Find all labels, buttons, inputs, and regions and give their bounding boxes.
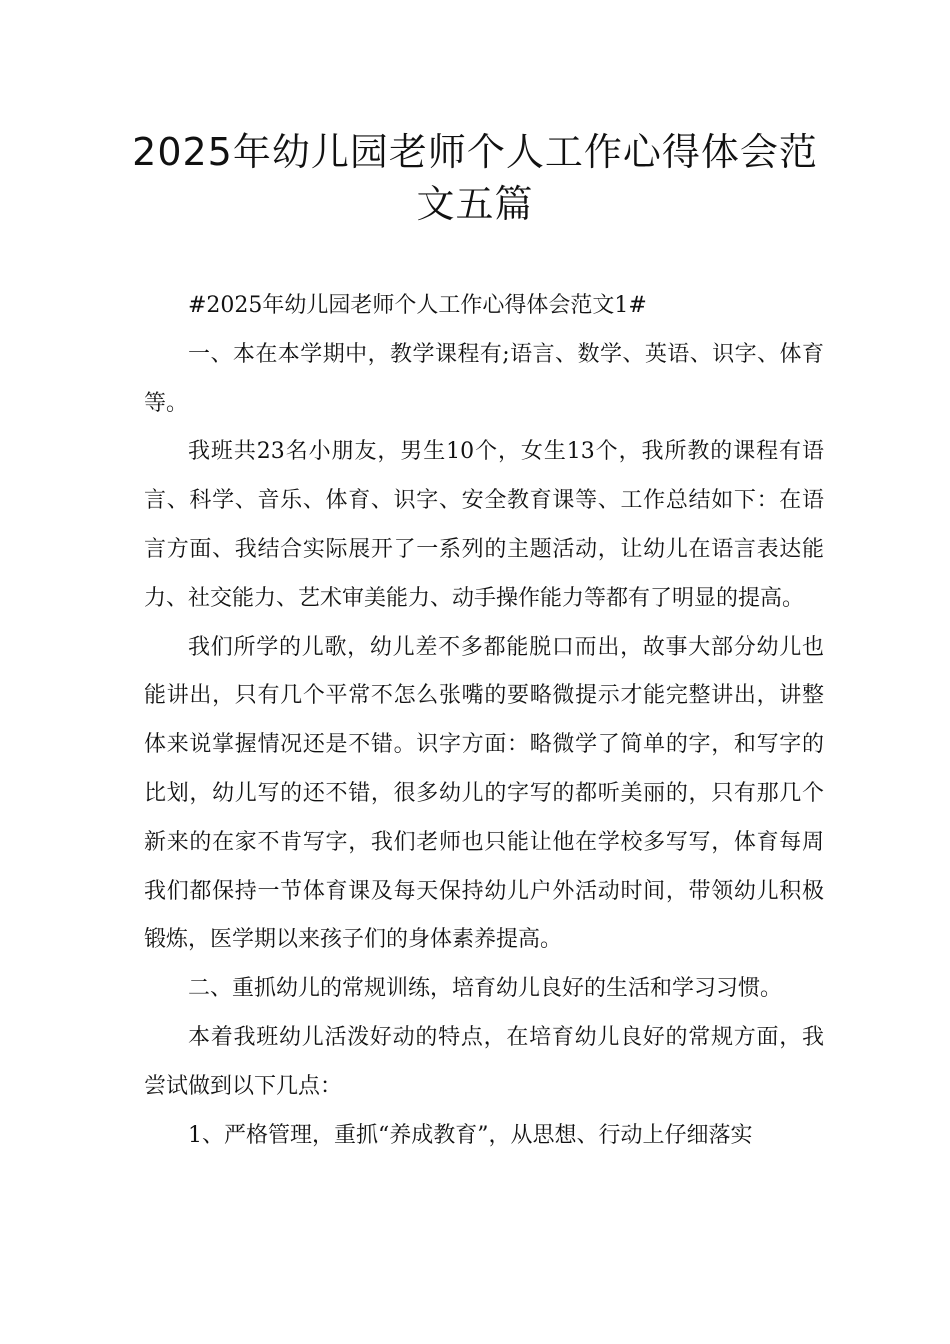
body-paragraph: 1、严格管理，重抓“养成教育”，从思想、行动上仔细落实 [188, 1122, 753, 1148]
document-title [100, 126, 850, 230]
title-line-1: 2025年幼儿园老师个人工作心得体会范 [132, 130, 818, 174]
body-paragraph: 本着我班幼儿活泼好动的特点，在培育幼儿良好的常规方面，我尝试做到以下几点： [144, 1024, 824, 1099]
body-paragraph: 我们所学的儿歌，幼儿差不多都能脱口而出，故事大部分幼儿也能讲出，只有几个平常不怎么张嘴的要略微提示才能完整讲出，讲整体来说掌握情况还是不错。识字方面：略微学了简单的字，和写字的比划，幼儿写的还不错，很多幼儿的字写的都听美丽的，只有那几个新来的在家不肯写字，我们老师也只能让他在学校多写写，体育每周我们都保持一节体育课及每天保持幼儿户外活动时间，带领幼儿积极锻炼，医学期以来孩子们的身体素养提高。 [144, 634, 824, 953]
body-paragraph: 我班共23名小朋友，男生10个，女生13个，我所教的课程有语言、科学、音乐、体育、识字、安全教育课等、工作总结如下：在语言方面、我结合实际展开了一系列的主题活动，让幼儿在语言表达能力、社交能力、艺术审美能力、动手操作能力等都有了明显的提高。 [144, 439, 824, 611]
title-line-2: 文五篇 [416, 182, 534, 226]
section-heading-paragraph: #2025年幼儿园老师个人工作心得体会范文1# [188, 293, 647, 318]
body-paragraph: 二、重抓幼儿的常规训练，培育幼儿良好的生活和学习习惯。 [188, 976, 783, 1002]
document-body [144, 282, 824, 1160]
body-paragraph: 一、本在本学期中，教学课程有;语言、数学、英语、识字、体育等。 [144, 341, 824, 416]
